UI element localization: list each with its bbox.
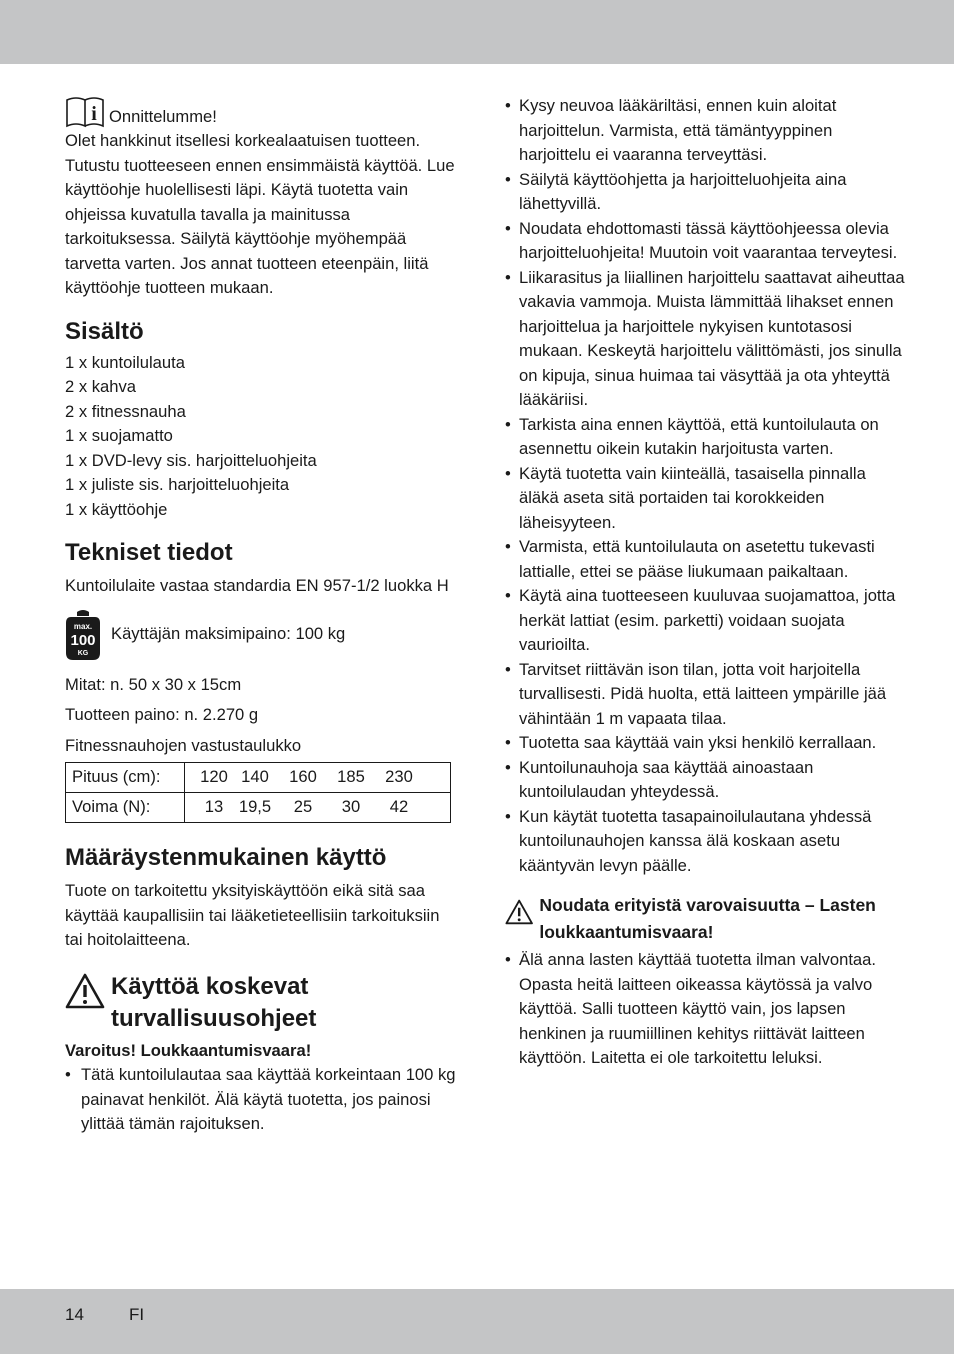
contents-item: 1 x käyttöohje — [65, 499, 168, 519]
left-column — [65, 96, 460, 1137]
list-item: • Käytä aina tuotteeseen kuuluvaa suojamattoa, jotta herkät lattiat (esim. parketti) voidaan suojata vaurioilta. — [505, 584, 905, 658]
intended-use-text: Tuote on tarkoitettu yksityiskäyttöön eikä sitä saa käyttää kaupallisiin tai lääketieteellisiin tarkoituksiin tai hoitolaitteena. — [65, 881, 440, 949]
contents-item: 2 x fitnessnauha — [65, 401, 186, 421]
resistance-table-title: Fitnessnauhojen vastustaulukko — [65, 735, 302, 755]
technical-title: Tekniset tiedot — [65, 539, 233, 566]
list-item: • Kysy neuvoa lääkäriltäsi, ennen kuin aloitat harjoittelun. Varmista, että tämäntyyppinen harjoittelu ei vaaranna terveyttäsi. — [505, 94, 905, 168]
contents-item: 1 x kuntoilulauta — [65, 352, 185, 372]
length-values — [185, 763, 451, 793]
weight-icon-top: max. — [73, 621, 93, 631]
table-cell: 19,5 — [238, 797, 272, 817]
weight-icon-value: 100 — [70, 631, 96, 649]
list-item: • Kuntoilunauhoja saa käyttää ainoastaan kuntoilulaudan yhteydessä. — [505, 756, 905, 805]
list-item: • Tarvitset riittävän ison tilan, jotta voit harjoitella turvallisesti. Pidä huolta, että laitteen ympärille jää vähintään 1 m vapaata tilaa. — [505, 658, 905, 732]
list-item: • Liikarasitus ja liiallinen harjoittelu saattavat aiheuttaa vakavia vammoja. Muista lämmittää lihakset ennen harjoittelua ja harjoittele nykyisen kuntotasosi mukaan. Keskeytä harjoittelu välittömästi, jos sinulla on kipuja, sinua huimaa tai väsyttää ja ota yhteyttä lääkäriisi. — [505, 266, 905, 413]
intro-heading-row — [65, 96, 460, 129]
list-item: • Varmista, että kuntoilulauta on asetettu tukevasti lattialle, ettei se pääse liukumaan paikaltaan. — [505, 535, 905, 584]
table-cell: 25 — [293, 797, 313, 817]
list-item: • Tätä kuntoilulautaa saa käyttää korkeintaan 100 kg painavat henkilöt. Älä käytä tuotetta, jos painosi ylittää tämän rajoituksen. — [65, 1063, 460, 1137]
warning-triangle-icon — [65, 973, 105, 1009]
contents-item: 1 x DVD-levy sis. harjoitteluohjeita — [65, 450, 317, 470]
table-row — [66, 763, 451, 793]
children-warning-title: Noudata erityistä varovaisuutta – Lasten loukkaantumisvaara! — [539, 895, 876, 942]
left-bullets — [65, 1063, 460, 1137]
safety-title — [111, 971, 316, 1035]
max-weight-icon — [65, 609, 101, 661]
table-cell: 120 — [200, 767, 228, 787]
header-bar — [0, 0, 954, 64]
force-values — [185, 793, 451, 823]
children-warning-heading — [505, 892, 905, 946]
intro-text: Olet hankkinut itsellesi korkealaatuisen tuotteen. Tutustu tuotteeseen ennen ensimmäistä käyttöä. Lue käyttöohje huolellisesti läpi. Käytä tuotetta vain ohjeissa kuvatulla tavalla ja mainitussa tarkoituksessa. Säilytä käyttöohje myöhempää tarvetta varten. Jos annat tuotteen eteenpäin, liitä käyttöohje tuotteen mukaan. — [65, 131, 455, 297]
contents-item: 1 x suojamatto — [65, 426, 173, 445]
resistance-table — [65, 762, 451, 823]
max-weight-row — [65, 609, 460, 661]
intro-heading: Onnittelumme! — [109, 106, 217, 126]
table-cell: 230 — [385, 767, 413, 787]
safety-title-line1: Käyttöä koskevat — [111, 972, 309, 1000]
warning-triangle-icon — [505, 894, 533, 930]
language-code: FI — [129, 1305, 145, 1324]
contents-list — [65, 351, 460, 523]
list-item: • Noudata ehdottomasti tässä käyttöohjeessa olevia harjoitteluohjeita! Muutoin voit vaarantaa terveytesi. — [505, 217, 905, 266]
weight-icon-unit: KG — [77, 649, 89, 657]
contents-item: 2 x kahva — [65, 377, 137, 396]
list-item: • Tuotetta saa käyttää vain yksi henkilö kerrallaan. — [505, 731, 905, 756]
svg-text:i: i — [91, 103, 97, 125]
contents-item: 1 x juliste sis. harjoitteluohjeita — [65, 475, 290, 494]
table-cell: 185 — [337, 767, 365, 787]
children-bullets — [505, 948, 905, 1071]
right-column — [505, 94, 905, 1071]
list-item: • Tarkista aina ennen käyttöä, että kuntoilulauta on asennettu oikein kutakin harjoitusta varten. — [505, 413, 905, 462]
contents-title: Sisältö — [65, 317, 144, 345]
max-weight-text: Käyttäjän maksimipaino: 100 kg — [111, 624, 346, 644]
warning-subtitle: Varoitus! Loukkaantumisvaara! — [65, 1040, 312, 1060]
dimensions-text: Mitat: n. 50 x 30 x 15cm — [65, 674, 242, 694]
right-bullets — [505, 94, 905, 878]
table-cell: 160 — [289, 767, 317, 787]
list-item: • Kun käytät tuotetta tasapainoilulautana yhdessä kuntoilunauhojen kanssa älä koskaan asetu kääntyvän levyn päälle. — [505, 805, 905, 879]
table-row — [66, 793, 451, 823]
list-item: • Älä anna lasten käyttää tuotetta ilman valvontaa. Opasta heitä laitteen oikeassa käytössä ja valvo käyttöä. Salli tuotteen käyttö vain, jos lapsen henkinen ja ruumiillinen kehitys riittävät laitteen käyttöön. Laitetta ei ole tarkoitettu leluksi. — [505, 948, 905, 1071]
table-cell: 42 — [389, 797, 409, 817]
info-book-icon — [65, 96, 107, 129]
page-number: 14 — [65, 1305, 84, 1324]
table-cell: 13 — [204, 797, 224, 817]
table-cell: 30 — [341, 797, 361, 817]
list-item: • Käytä tuotetta vain kiinteällä, tasaisella pinnalla äläkä aseta sitä portaiden tai korokkeiden läheisyyteen. — [505, 462, 905, 536]
standard-text: Kuntoilulaite vastaa standardia EN 957-1/2 luokka H — [65, 576, 449, 595]
intended-use-title: Määräystenmukainen käyttö — [65, 844, 387, 871]
row-label-length: Pituus (cm): — [66, 763, 185, 793]
safety-heading — [65, 971, 460, 1035]
product-weight-text: Tuotteen paino: n. 2.270 g — [65, 705, 259, 724]
table-cell: 140 — [241, 767, 269, 787]
row-label-force: Voima (N): — [66, 793, 185, 823]
list-item: • Säilytä käyttöohjetta ja harjoitteluohjeita aina lähettyvillä. — [505, 168, 905, 217]
safety-title-line2: turvallisuusohjeet — [111, 1004, 317, 1032]
